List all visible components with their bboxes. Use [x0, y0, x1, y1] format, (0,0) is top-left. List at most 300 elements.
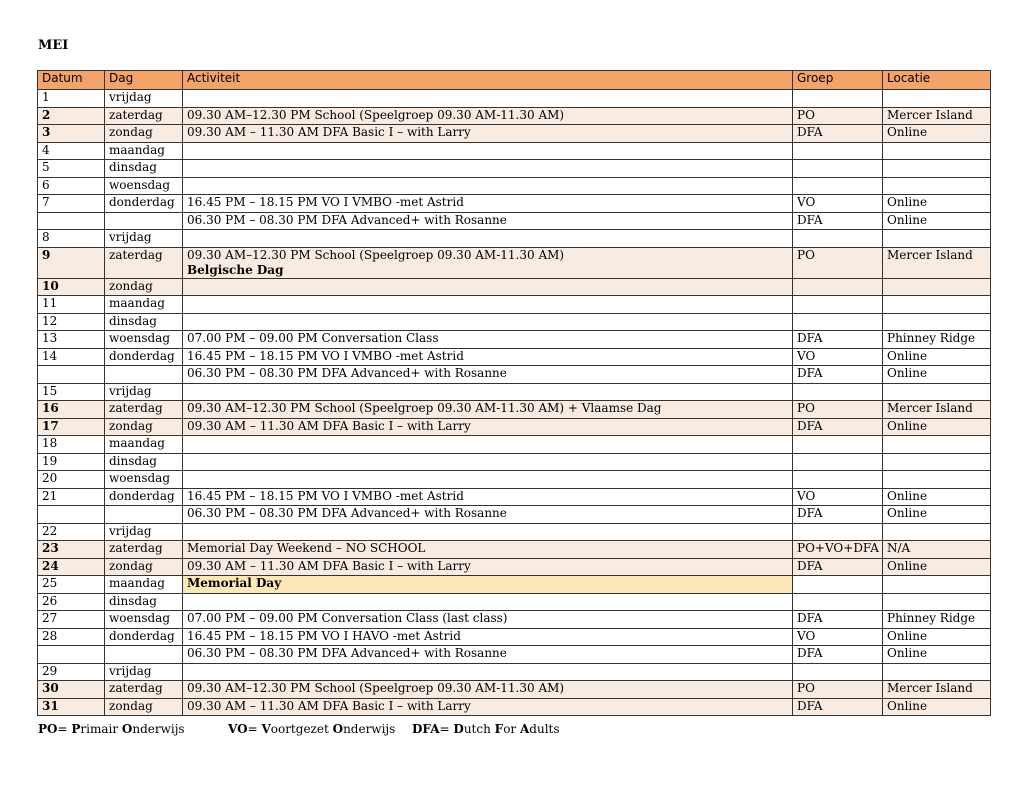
- cell-group-text: DFA: [797, 331, 823, 345]
- cell-activity: [183, 296, 793, 314]
- cell-date-text: 29: [42, 663, 58, 678]
- cell-day: [105, 348, 183, 366]
- table-row: [38, 107, 991, 125]
- cell-group: [793, 401, 883, 419]
- cell-group: [793, 247, 883, 278]
- cell-group: [793, 611, 883, 629]
- cell-day-text: zondag: [109, 278, 153, 293]
- cell-location-text: Online: [887, 558, 928, 573]
- cell-activity-text: 16.45 PM – 18.15 PM VO I HAVO -met Astrid: [187, 628, 461, 643]
- cell-day: [105, 366, 183, 384]
- cell-group-text: DFA: [797, 646, 823, 660]
- cell-date-text: 15: [42, 383, 58, 398]
- cell-activity: [183, 488, 793, 506]
- cell-day-text: dinsdag: [109, 593, 157, 608]
- cell-day-text: vrijdag: [109, 90, 152, 104]
- cell-date: [38, 681, 105, 699]
- cell-date: [38, 523, 105, 541]
- cell-group-text: VO: [797, 195, 816, 209]
- legend: [38, 722, 638, 736]
- cell-date-text: 3: [42, 125, 51, 139]
- cell-activity-text: 06.30 PM – 08.30 PM DFA Advanced+ with Rosanne: [187, 646, 507, 660]
- legend-word: nderwijs: [132, 722, 185, 736]
- table-row: [38, 401, 991, 419]
- cell-day: [105, 611, 183, 629]
- cell-group-text: PO+VO+DFA: [797, 541, 879, 555]
- cell-activity: [183, 195, 793, 213]
- cell-activity: [183, 125, 793, 143]
- legend-initial: P: [71, 722, 81, 736]
- cell-day: [105, 663, 183, 681]
- cell-group: [793, 488, 883, 506]
- cell-location-text: Online: [887, 212, 928, 227]
- cell-date: [38, 471, 105, 489]
- cell-day-text: zaterdag: [109, 247, 163, 262]
- cell-day: [105, 698, 183, 716]
- cell-day-text: maandag: [109, 296, 165, 310]
- month-title: MEI: [38, 38, 69, 53]
- cell-day: [105, 195, 183, 213]
- cell-date: [38, 107, 105, 125]
- header-activiteit: Activiteit: [183, 71, 793, 90]
- cell-date: [38, 558, 105, 576]
- cell-day-text: woensdag: [109, 177, 171, 192]
- cell-activity: [183, 177, 793, 195]
- cell-location-text: Online: [887, 125, 928, 139]
- table-row: [38, 523, 991, 541]
- cell-date: [38, 313, 105, 331]
- cell-activity-text: 09.30 AM–12.30 PM School (Speelgroep 09.30 AM-11.30 AM): [187, 681, 565, 695]
- cell-date-text: 24: [42, 558, 59, 573]
- cell-day: [105, 506, 183, 524]
- cell-group: [793, 278, 883, 296]
- cell-group-text: VO: [797, 488, 816, 503]
- table-row: [38, 646, 991, 664]
- cell-date: [38, 331, 105, 349]
- cell-group-text: VO: [797, 628, 816, 643]
- cell-activity: [183, 107, 793, 125]
- cell-date: [38, 160, 105, 178]
- cell-activity-text: 06.30 PM – 08.30 PM DFA Advanced+ with Rosanne: [187, 212, 507, 227]
- cell-location: [883, 195, 991, 213]
- legend-word: or: [503, 722, 520, 736]
- cell-activity: [183, 230, 793, 248]
- cell-activity: [183, 611, 793, 629]
- header-groep: Groep: [793, 71, 883, 90]
- cell-date-text: 21: [42, 488, 58, 503]
- cell-day: [105, 471, 183, 489]
- cell-day: [105, 646, 183, 664]
- cell-activity-text: 09.30 AM – 11.30 AM DFA Basic I – with Larry: [187, 558, 471, 573]
- table-row: [38, 90, 991, 108]
- cell-date-text: 25: [42, 576, 58, 590]
- cell-group: [793, 663, 883, 681]
- table-header-row: [38, 71, 991, 90]
- cell-activity: [183, 541, 793, 559]
- cell-date: [38, 247, 105, 278]
- cell-day-text: dinsdag: [109, 453, 157, 468]
- cell-activity: [183, 593, 793, 611]
- legend-initial: D: [453, 722, 464, 736]
- cell-location: [883, 348, 991, 366]
- cell-activity-text: Memorial Day: [187, 576, 282, 590]
- table-row: [38, 142, 991, 160]
- cell-date-text: 1: [42, 90, 50, 104]
- cell-day-text: maandag: [109, 142, 165, 157]
- header-dag: Dag: [105, 71, 183, 90]
- cell-group: [793, 436, 883, 454]
- table-row: [38, 160, 991, 178]
- legend-item-po: PO= Primair Onderwijs: [38, 722, 185, 736]
- cell-activity: [183, 663, 793, 681]
- cell-group: [793, 90, 883, 108]
- legend-word: rimair: [80, 722, 122, 736]
- cell-location-text: Online: [887, 506, 928, 520]
- cell-location: [883, 366, 991, 384]
- cell-day-text: vrijdag: [109, 663, 152, 678]
- cell-activity: [183, 401, 793, 419]
- cell-location: [883, 576, 991, 594]
- table-row: [38, 177, 991, 195]
- cell-day-text: woensdag: [109, 471, 171, 485]
- cell-date: [38, 593, 105, 611]
- cell-day-text: zondag: [109, 125, 153, 139]
- cell-date-text: 13: [42, 331, 58, 345]
- cell-group: [793, 541, 883, 559]
- cell-group: [793, 313, 883, 331]
- cell-date-text: 11: [42, 296, 58, 310]
- cell-day: [105, 436, 183, 454]
- cell-activity: [183, 160, 793, 178]
- cell-location: [883, 160, 991, 178]
- cell-location-text: N/A: [887, 541, 911, 555]
- cell-date: [38, 506, 105, 524]
- cell-date-text: 10: [42, 278, 59, 293]
- cell-day: [105, 453, 183, 471]
- cell-day: [105, 296, 183, 314]
- cell-group-text: PO: [797, 681, 815, 695]
- cell-location-text: Phinney Ridge: [887, 611, 976, 625]
- cell-activity: [183, 247, 793, 278]
- table-row: [38, 278, 991, 296]
- cell-location: [883, 663, 991, 681]
- cell-activity-text: 16.45 PM – 18.15 PM VO I VMBO -met Astrid: [187, 488, 464, 503]
- table-row: [38, 383, 991, 401]
- table-row: [38, 663, 991, 681]
- cell-group-text: PO: [797, 401, 815, 415]
- cell-activity: [183, 646, 793, 664]
- cell-date-text: 28: [42, 628, 58, 643]
- cell-date-text: 12: [42, 313, 58, 328]
- cell-day-text: vrijdag: [109, 523, 152, 538]
- cell-group: [793, 107, 883, 125]
- cell-location-text: Mercer Island: [887, 401, 973, 415]
- cell-activity: [183, 523, 793, 541]
- cell-activity: [183, 212, 793, 230]
- cell-group-text: DFA: [797, 611, 823, 625]
- legend-abbr: VO: [228, 722, 248, 736]
- cell-date: [38, 366, 105, 384]
- cell-group-text: PO: [797, 247, 815, 262]
- cell-activity-text: 09.30 AM–12.30 PM School (Speelgroep 09.30 AM-11.30 AM): [187, 247, 565, 262]
- cell-location-text: Online: [887, 195, 928, 209]
- cell-date: [38, 195, 105, 213]
- cell-day-text: zondag: [109, 418, 153, 433]
- cell-date-text: 2: [42, 107, 51, 122]
- cell-date-text: 14: [42, 348, 58, 363]
- legend-initial: O: [121, 722, 133, 736]
- cell-activity-text: 06.30 PM – 08.30 PM DFA Advanced+ with Rosanne: [187, 506, 507, 520]
- cell-day: [105, 541, 183, 559]
- cell-group: [793, 471, 883, 489]
- cell-location-text: Online: [887, 418, 928, 433]
- cell-activity-text: 09.30 AM – 11.30 AM DFA Basic I – with Larry: [187, 125, 471, 139]
- cell-date-text: 8: [42, 230, 50, 244]
- legend-word: utch: [463, 722, 495, 736]
- cell-location: [883, 90, 991, 108]
- cell-activity-text: 06.30 PM – 08.30 PM DFA Advanced+ with Rosanne: [187, 366, 507, 380]
- table-row: [38, 366, 991, 384]
- cell-activity: [183, 471, 793, 489]
- cell-day-text: zaterdag: [109, 401, 163, 415]
- legend-initial: A: [519, 722, 530, 736]
- cell-group-text: DFA: [797, 418, 823, 433]
- cell-date: [38, 348, 105, 366]
- legend-word: dults: [529, 722, 560, 736]
- cell-location: [883, 541, 991, 559]
- cell-location: [883, 230, 991, 248]
- cell-date: [38, 90, 105, 108]
- cell-activity: [183, 576, 793, 594]
- cell-date-text: 23: [42, 541, 59, 555]
- cell-date-text: 16: [42, 401, 59, 415]
- cell-activity: [183, 506, 793, 524]
- cell-day-text: zaterdag: [109, 681, 163, 695]
- cell-date: [38, 453, 105, 471]
- cell-date: [38, 401, 105, 419]
- legend-abbr: DFA: [412, 722, 440, 736]
- legend-item-vo: VO= Voortgezet Onderwijs: [228, 722, 396, 736]
- cell-date-text: 30: [42, 681, 59, 695]
- cell-location-text: Online: [887, 698, 928, 713]
- cell-location: [883, 558, 991, 576]
- table-row: [38, 471, 991, 489]
- cell-date: [38, 611, 105, 629]
- cell-day: [105, 576, 183, 594]
- cell-day-text: zondag: [109, 558, 153, 573]
- header-locatie: Locatie: [883, 71, 991, 90]
- cell-group: [793, 523, 883, 541]
- cell-day-text: maandag: [109, 576, 165, 590]
- cell-group: [793, 348, 883, 366]
- cell-date-text: 18: [42, 436, 58, 450]
- table-row: [38, 247, 991, 278]
- cell-location: [883, 471, 991, 489]
- table-row: [38, 212, 991, 230]
- cell-day-text: vrijdag: [109, 383, 152, 398]
- cell-group-text: DFA: [797, 366, 823, 380]
- cell-date: [38, 230, 105, 248]
- cell-date: [38, 628, 105, 646]
- cell-day: [105, 558, 183, 576]
- schedule-table: [37, 70, 991, 716]
- cell-day-text: woensdag: [109, 331, 171, 345]
- cell-date: [38, 296, 105, 314]
- cell-date-text: 5: [42, 160, 50, 174]
- cell-activity-text: 09.30 AM–12.30 PM School (Speelgroep 09.30 AM-11.30 AM): [187, 107, 565, 122]
- cell-location: [883, 331, 991, 349]
- cell-date-text: 9: [42, 247, 51, 262]
- cell-group: [793, 593, 883, 611]
- cell-group-text: DFA: [797, 506, 823, 520]
- cell-day: [105, 142, 183, 160]
- cell-location-text: Online: [887, 348, 928, 363]
- cell-day: [105, 488, 183, 506]
- cell-group: [793, 383, 883, 401]
- cell-group: [793, 698, 883, 716]
- cell-activity: [183, 142, 793, 160]
- cell-day: [105, 418, 183, 436]
- cell-activity: [183, 348, 793, 366]
- cell-group: [793, 576, 883, 594]
- cell-location: [883, 107, 991, 125]
- cell-activity-text: 16.45 PM – 18.15 PM VO I VMBO -met Astrid: [187, 195, 464, 209]
- cell-activity: [183, 628, 793, 646]
- cell-location: [883, 418, 991, 436]
- cell-group: [793, 646, 883, 664]
- legend-initial: V: [261, 722, 271, 736]
- cell-location: [883, 436, 991, 454]
- cell-location: [883, 488, 991, 506]
- cell-date-text: 22: [42, 523, 58, 538]
- cell-location: [883, 125, 991, 143]
- cell-location: [883, 506, 991, 524]
- table-row: [38, 313, 991, 331]
- cell-day: [105, 313, 183, 331]
- cell-date-text: 20: [42, 471, 58, 485]
- table-row: [38, 541, 991, 559]
- cell-date: [38, 125, 105, 143]
- cell-group: [793, 681, 883, 699]
- cell-group-text: DFA: [797, 212, 823, 227]
- cell-location: [883, 611, 991, 629]
- cell-day: [105, 383, 183, 401]
- cell-activity-text: 09.30 AM – 11.30 AM DFA Basic I – with Larry: [187, 698, 471, 713]
- cell-date: [38, 212, 105, 230]
- cell-date-text: 26: [42, 593, 58, 608]
- cell-day-text: maandag: [109, 436, 165, 450]
- cell-day: [105, 401, 183, 419]
- cell-day: [105, 160, 183, 178]
- cell-day: [105, 90, 183, 108]
- cell-location: [883, 247, 991, 278]
- cell-location-text: Online: [887, 628, 928, 643]
- cell-day-text: donderdag: [109, 488, 175, 503]
- cell-location: [883, 296, 991, 314]
- table-row: [38, 681, 991, 699]
- cell-location-text: Online: [887, 646, 928, 660]
- cell-activity: [183, 313, 793, 331]
- table-row: [38, 418, 991, 436]
- cell-day-text: donderdag: [109, 348, 175, 363]
- cell-date: [38, 488, 105, 506]
- cell-group-text: DFA: [797, 558, 823, 573]
- cell-location: [883, 383, 991, 401]
- cell-location-text: Phinney Ridge: [887, 331, 976, 345]
- cell-group: [793, 230, 883, 248]
- table-row: [38, 453, 991, 471]
- cell-group: [793, 125, 883, 143]
- cell-activity-text: Memorial Day Weekend – NO SCHOOL: [187, 541, 426, 555]
- cell-date: [38, 278, 105, 296]
- cell-location: [883, 681, 991, 699]
- cell-location: [883, 453, 991, 471]
- cell-date: [38, 142, 105, 160]
- cell-day-text: zondag: [109, 698, 153, 713]
- table-row: [38, 296, 991, 314]
- cell-day-text: zaterdag: [109, 107, 163, 122]
- cell-group: [793, 366, 883, 384]
- cell-activity: [183, 453, 793, 471]
- cell-date-text: 19: [42, 453, 58, 468]
- table-row: [38, 488, 991, 506]
- cell-date-text: 17: [42, 418, 59, 433]
- cell-group: [793, 453, 883, 471]
- table-row: [38, 506, 991, 524]
- cell-activity: [183, 383, 793, 401]
- cell-activity-text: 07.00 PM – 09.00 PM Conversation Class (last class): [187, 611, 508, 625]
- legend-initial: O: [332, 722, 344, 736]
- cell-day: [105, 523, 183, 541]
- cell-day: [105, 107, 183, 125]
- cell-group: [793, 142, 883, 160]
- cell-location: [883, 212, 991, 230]
- cell-group-text: VO: [797, 348, 816, 363]
- cell-day: [105, 593, 183, 611]
- cell-day-text: dinsdag: [109, 313, 157, 328]
- cell-group: [793, 160, 883, 178]
- cell-date: [38, 698, 105, 716]
- cell-location: [883, 593, 991, 611]
- cell-activity: [183, 418, 793, 436]
- cell-location-text: Mercer Island: [887, 681, 973, 695]
- cell-location: [883, 142, 991, 160]
- cell-date-text: 4: [42, 142, 50, 157]
- cell-location: [883, 628, 991, 646]
- table-row: [38, 230, 991, 248]
- cell-day-text: donderdag: [109, 628, 175, 643]
- cell-group-text: DFA: [797, 698, 823, 713]
- cell-location-text: Online: [887, 488, 928, 503]
- cell-day-text: woensdag: [109, 611, 171, 625]
- table-row: [38, 576, 991, 594]
- table-row: [38, 195, 991, 213]
- legend-abbr: PO: [38, 722, 58, 736]
- cell-location: [883, 698, 991, 716]
- cell-day: [105, 331, 183, 349]
- cell-date-text: 7: [42, 195, 50, 209]
- table-row: [38, 698, 991, 716]
- cell-day-text: zaterdag: [109, 541, 163, 555]
- cell-activity: [183, 436, 793, 454]
- cell-location-text: Online: [887, 366, 928, 380]
- table-row: [38, 348, 991, 366]
- cell-location: [883, 177, 991, 195]
- cell-date: [38, 541, 105, 559]
- cell-day: [105, 230, 183, 248]
- cell-date: [38, 646, 105, 664]
- cell-location: [883, 401, 991, 419]
